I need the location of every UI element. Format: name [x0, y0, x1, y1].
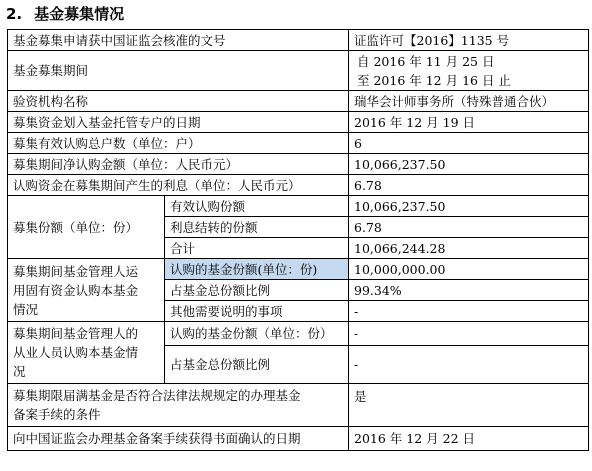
manager-staff-item-label: 占基金总份额比例 [165, 346, 349, 384]
filing-conditions-value: 是 [349, 384, 589, 427]
table-row [8, 175, 589, 196]
confirmation-date-label: 向中国证监会办理基金备案手续获得书面确认的日期 [8, 427, 349, 451]
manager-staff-item-label: 认购的基金份额（单位：份） [165, 322, 349, 346]
table-row [8, 427, 589, 451]
table-row [8, 51, 589, 91]
manager-own-item-label: 认购的基金份额(单位：份) [165, 259, 349, 280]
approval-doc-value: 证监许可【2016】1135 号 [349, 30, 589, 51]
period-to: 至 2016 年 12 月 16 日 止 [357, 72, 511, 88]
shares-item-value: 6.78 [349, 217, 589, 238]
manager-staff-label-line: 况 [13, 364, 26, 379]
filing-conditions-label-line: 备案手续的条件 [13, 407, 101, 422]
manager-own-item-value: - [349, 301, 589, 322]
section-title: 基金募集情况 [34, 5, 125, 23]
table-row [8, 384, 589, 427]
shares-item-label: 有效认购份额 [165, 196, 349, 217]
subscribers-label: 募集有效认购总户数（单位：户） [8, 133, 349, 154]
auditor-label: 验资机构名称 [8, 91, 349, 112]
table-row [8, 322, 589, 346]
manager-own-label-line: 情况 [13, 301, 39, 317]
manager-staff-label-line: 从业人员认购本基金情 [13, 345, 139, 360]
transfer-date-value: 2016 年 12 月 19 日 [349, 112, 589, 133]
filing-conditions-label-line: 募集期限届满基金是否符合法律法规规定的办理基金 [13, 388, 301, 403]
net-amount-label: 募集期间净认购金额（单位：人民币元） [8, 154, 349, 175]
manager-own-label-line: 用固有资金认购本基金 [13, 282, 139, 298]
period-label: 基金募集期间 [8, 51, 349, 91]
table-row [8, 112, 589, 133]
table-row [8, 196, 589, 217]
shares-total-label: 合计 [165, 238, 349, 259]
interest-value: 6.78 [349, 175, 589, 196]
manager-staff-label-line: 募集期间基金管理人的 [13, 326, 139, 341]
net-amount-value: 10,066,237.50 [349, 154, 589, 175]
subscribers-value: 6 [349, 133, 589, 154]
filing-conditions-label [8, 384, 349, 427]
section-number: 2. [6, 5, 23, 23]
manager-own-label-line: 募集期间基金管理人运 [13, 263, 139, 279]
fundraising-table [7, 29, 589, 451]
table-row [8, 154, 589, 175]
manager-staff-item-value: - [349, 322, 589, 346]
manager-own-label [8, 259, 165, 322]
manager-own-item-label: 占基金总份额比例 [165, 280, 349, 301]
manager-staff-item-value: - [349, 346, 589, 384]
table-row [8, 91, 589, 112]
manager-own-item-label: 其他需要说明的事项 [165, 301, 349, 322]
shares-total-value: 10,066,244.28 [349, 238, 589, 259]
period-value [349, 51, 589, 91]
manager-staff-label [8, 322, 165, 384]
approval-doc-label: 基金募集申请获中国证监会核准的文号 [8, 30, 349, 51]
auditor-value: 瑞华会计师事务所（特殊普通合伙） [349, 91, 589, 112]
interest-label: 认购资金在募集期间产生的利息（单位：人民币元） [8, 175, 349, 196]
shares-item-value: 10,066,237.50 [349, 196, 589, 217]
table-row [8, 259, 589, 280]
transfer-date-label: 募集资金划入基金托管专户的日期 [8, 112, 349, 133]
shares-label: 募集份额（单位：份） [8, 196, 165, 259]
period-from: 自 2016 年 11 月 25 日 [357, 53, 495, 69]
section-heading [6, 2, 124, 26]
table-row [8, 133, 589, 154]
manager-own-item-value: 10,000,000.00 [349, 259, 589, 280]
manager-own-item-value: 99.34% [349, 280, 589, 301]
confirmation-date-value: 2016 年 12 月 22 日 [349, 427, 589, 451]
shares-item-label: 利息结转的份额 [165, 217, 349, 238]
table-row [8, 30, 589, 51]
